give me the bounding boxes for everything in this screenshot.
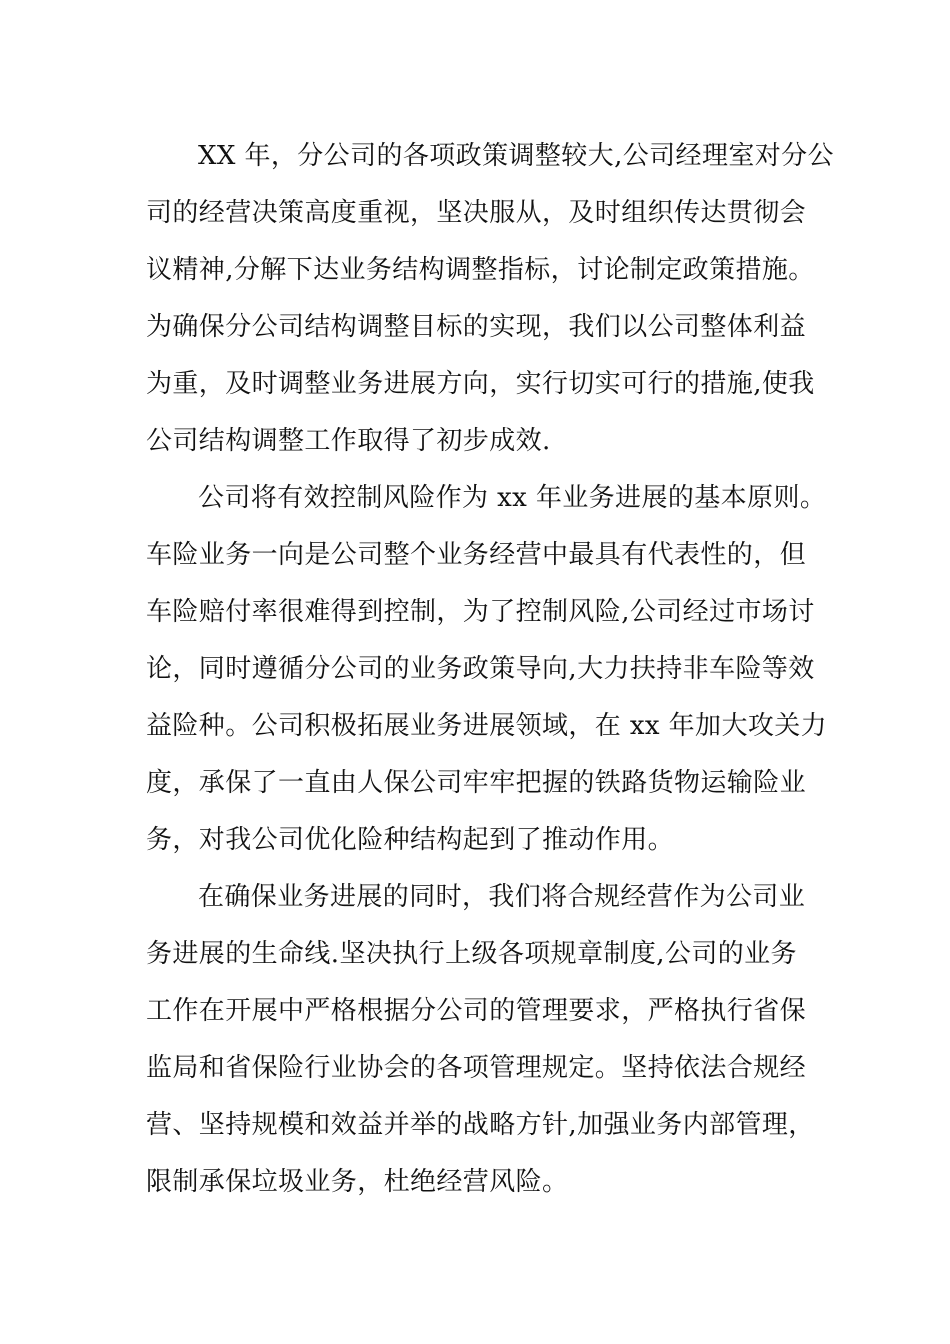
- paragraph-line: 监局和省保险行业协会的各项管理规定。坚持依法合规经: [146, 1053, 807, 1083]
- paragraph-line: 车险业务一向是公司整个业务经营中最具有代表性的，但: [146, 540, 807, 570]
- paragraph-line: 限制承保垃圾业务，杜绝经营风险。: [146, 1167, 569, 1197]
- paragraph-2: [146, 470, 828, 869]
- paragraph-line: 车险赔付率很难得到控制，为了控制风险,公司经过市场讨: [146, 597, 815, 627]
- paragraph-line: 为重，及时调整业务进展方向，实行切实可行的措施,使我: [146, 369, 815, 399]
- paragraph-line: 度，承保了一直由人保公司牢牢把握的铁路货物运输险业: [146, 768, 807, 798]
- document-body: [146, 128, 834, 1211]
- paragraph-1: [146, 128, 834, 470]
- paragraph-line: 论，同时遵循分公司的业务政策导向,大力扶持非车险等效: [146, 654, 815, 684]
- paragraph-line: 议精神,分解下达业务结构调整指标，讨论制定政策措施。: [146, 255, 815, 285]
- paragraph-line: 为确保分公司结构调整目标的实现，我们以公司整体利益: [146, 312, 807, 342]
- paragraph-line: 司的经营决策高度重视，坚决服从，及时组织传达贯彻会: [146, 198, 807, 228]
- paragraph-line: 务进展的生命线.坚决执行上级各项规章制度,公司的业务: [146, 939, 797, 969]
- paragraph-3: [146, 869, 816, 1211]
- paragraph-line: 营、坚持规模和效益并举的战略方针,加强业务内部管理，: [146, 1110, 815, 1140]
- paragraph-line: XX 年，分公司的各项政策调整较大,公司经理室对分公: [198, 141, 834, 171]
- paragraph-line: 公司将有效控制风险作为 xx 年业务进展的基本原则。: [198, 483, 827, 513]
- paragraph-line: 工作在开展中严格根据分公司的管理要求，严格执行省保: [146, 996, 807, 1026]
- paragraph-line: 益险种。公司积极拓展业务进展领域，在 xx 年加大攻关力: [146, 711, 828, 741]
- paragraph-line: 务，对我公司优化险种结构起到了推动作用。: [146, 825, 675, 855]
- paragraph-line: 在确保业务进展的同时，我们将合规经营作为公司业: [198, 882, 806, 912]
- paragraph-line: 公司结构调整工作取得了初步成效.: [146, 426, 551, 456]
